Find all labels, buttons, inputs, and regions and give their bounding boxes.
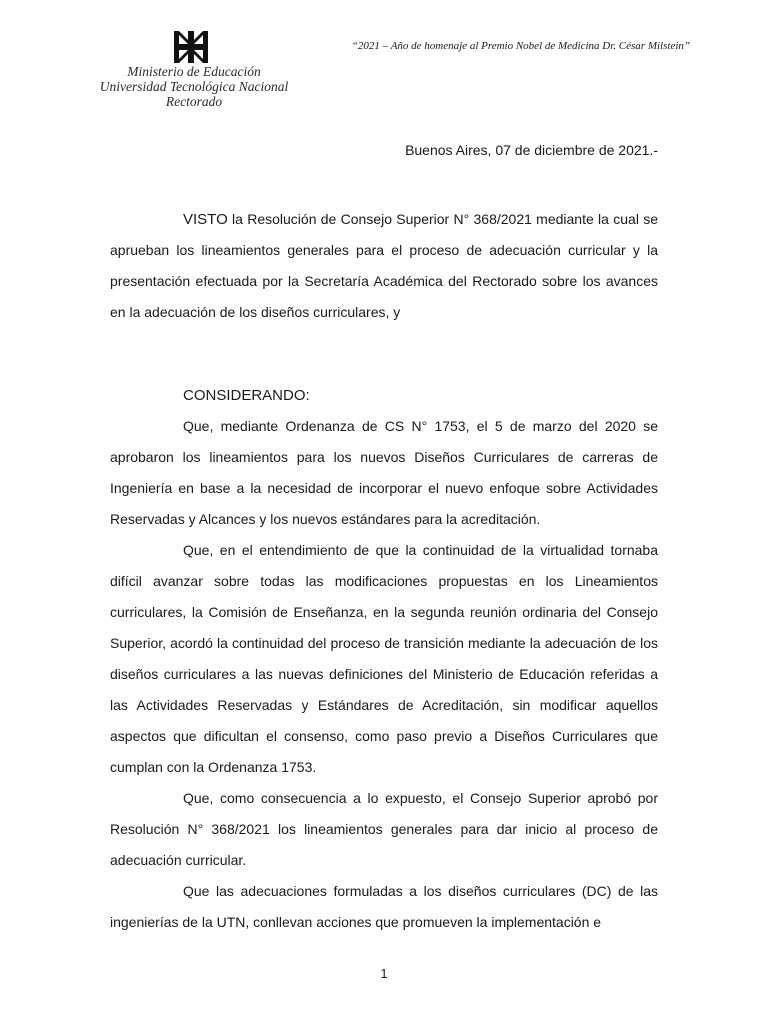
- institution-line-rectorate: Rectorado: [165, 94, 223, 109]
- institution-line-ministry: Ministerio de Educación: [127, 64, 261, 79]
- visto-text: la Resolución de Consejo Superior N° 368/2021 mediante la cual se aprueban los lineamientos generales para el proceso de adecuación curricular y la presentación efectuada por la Secretaría Académica del Rectorado sobre los avances en la adecuación de los diseños curriculares, y: [110, 211, 658, 320]
- considerando-paragraph-1: Que, mediante Ordenanza de CS N° 1753, el 5 de marzo del 2020 se aprobaron los lineamientos para los nuevos Diseños Curriculares de carreras de Ingeniería en base a la necesidad de incorporar el nuevo enfoque sobre Actividades Reservadas y Alcances y los nuevos estándares para la acreditación.: [110, 418, 658, 527]
- visto-lead: VISTO: [183, 211, 228, 228]
- utn-logo-icon: [174, 31, 208, 63]
- year-motto: “2021 – Año de homenaje al Premio Nobel de Medicina Dr. César Milstein”: [351, 40, 690, 52]
- considerando-paragraph-4: Que las adecuaciones formuladas a los diseños curriculares (DC) de las ingenierías de la UTN, conllevan acciones que promueven la implementación e: [110, 883, 658, 930]
- considerando-paragraph-2: Que, en el entendimiento de que la continuidad de la virtualidad tornaba difícil avanzar sobre todas las modificaciones propuestas en los Lineamientos curriculares, la Comisión de Enseñanza, en la segunda reunión ordinaria del Consejo Superior, acordó la continuidad del proceso de transición mediante la adecuación de los diseños curriculares a las nuevas definiciones del Ministerio de Educación referidas a las Actividades Reservadas y Estándares de Acreditación, sin modificar aquellos aspectos que dificultan el consenso, como paso previo a Diseños Curriculares que cumplan con la Ordenanza 1753.: [110, 542, 658, 775]
- document-date: Buenos Aires, 07 de diciembre de 2021.-: [405, 142, 658, 158]
- page-number: 1: [380, 966, 388, 981]
- document-body: [110, 204, 658, 938]
- institution-line-university: Universidad Tecnológica Nacional: [99, 79, 289, 94]
- considerando-paragraph-3: Que, como consecuencia a lo expuesto, el Consejo Superior aprobó por Resolución N° 368/2021 los lineamientos generales para dar inicio al proceso de adecuación curricular.: [110, 790, 658, 868]
- institution-header: [82, 64, 306, 109]
- considerando-heading: CONSIDERANDO:: [183, 387, 310, 404]
- visto-paragraph: [110, 204, 658, 328]
